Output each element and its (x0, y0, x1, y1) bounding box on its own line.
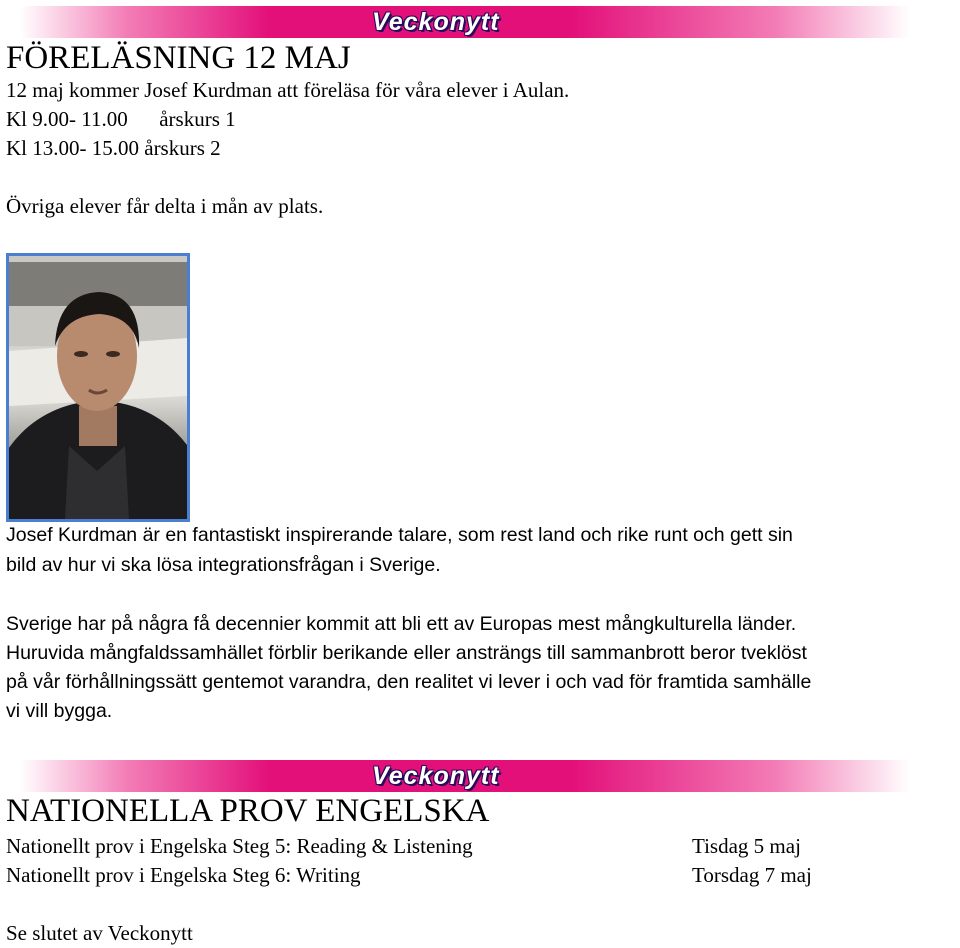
para-line-2: Huruvida mångfaldssamhället förblir berikande eller ansträngs till sammanbrott beror tveklöst (6, 642, 807, 664)
exam-row-date: Tisdag 5 maj (692, 834, 801, 858)
banner-label: Veckonytt (372, 8, 500, 36)
lecture-time-1: Kl 9.00- 11.00 årskurs 1 (6, 107, 236, 131)
lecture-others: Övriga elever får delta i mån av plats. (6, 194, 324, 218)
exam-row-date: Torsdag 7 maj (692, 863, 812, 887)
speaker-photo-drawing (9, 256, 187, 519)
section-title-lecture: FÖRELÄSNING 12 MAJ (6, 40, 351, 76)
section-title-exams: NATIONELLA PROV ENGELSKA (6, 793, 490, 829)
bio-line-2: bild av hur vi ska lösa integrationsfrågan i Sverige. (6, 554, 441, 576)
veckonytt-banner-2 (20, 760, 910, 792)
para-line-4: vi vill bygga. (6, 700, 113, 722)
para-line-1: Sverige har på några få decennier kommit att bli ett av Europas mest mångkulturella länder. (6, 613, 797, 635)
footer-note: Se slutet av Veckonytt (6, 921, 193, 945)
veckonytt-banner (20, 6, 910, 38)
speaker-photo (6, 253, 190, 522)
exam-row-label: Nationellt prov i Engelska Steg 6: Writing (6, 863, 361, 887)
bio-line-1: Josef Kurdman är en fantastiskt inspirerande talare, som rest land och rike runt och gett sin (6, 524, 793, 546)
lecture-time-2: Kl 13.00- 15.00 årskurs 2 (6, 136, 221, 160)
exam-row-label: Nationellt prov i Engelska Steg 5: Reading & Listening (6, 834, 473, 858)
banner-label-2: Veckonytt (372, 762, 500, 790)
lecture-intro: 12 maj kommer Josef Kurdman att föreläsa för våra elever i Aulan. (6, 78, 570, 102)
para-line-3: på vår förhållningssätt gentemot varandra, den realitet vi lever i och vad för framtida samhälle (6, 671, 812, 693)
